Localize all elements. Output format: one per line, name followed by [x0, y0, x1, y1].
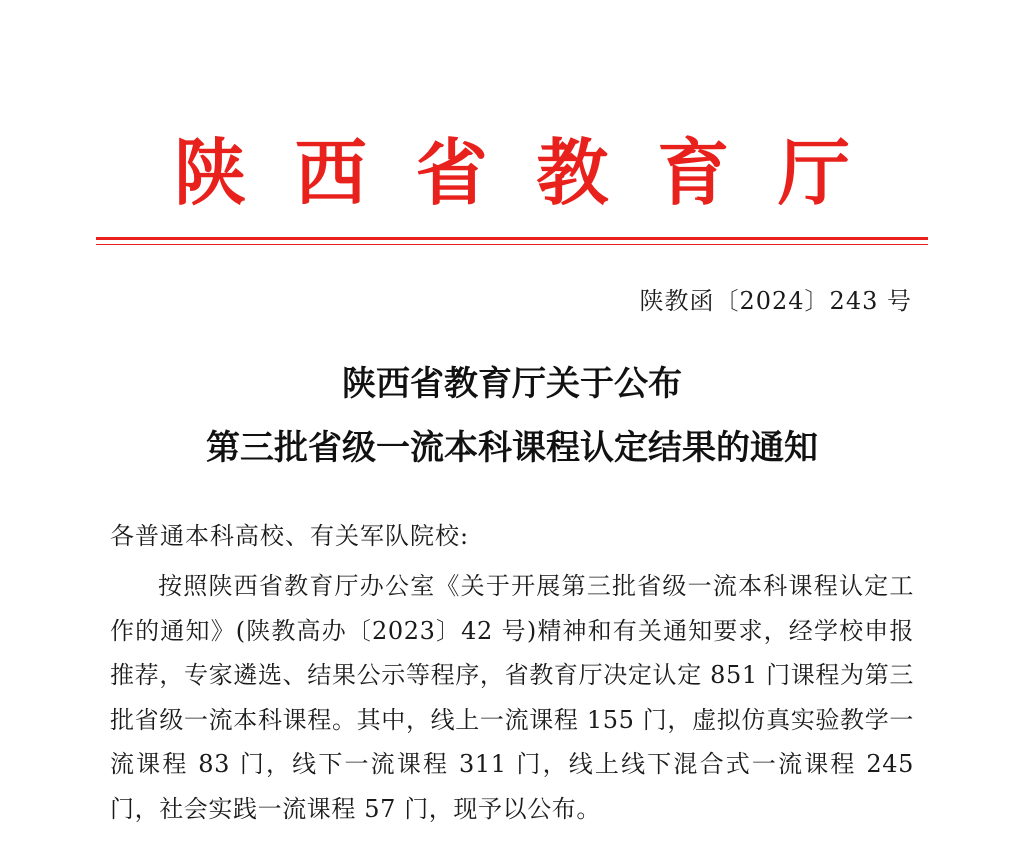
body-paragraph: 按照陕西省教育厅办公室《关于开展第三批省级一流本科课程认定工作的通知》(陕教高办〔2023〕42 号)精神和有关通知要求，经学校申报推荐，专家遴选、结果公示等程序，省教育厅决定认定 851 门课程为第三批省级一流本科课程。其中，线上一流课程 155 门，虚拟仿真实验教学一流课程 83 门，线下一流课程 311 门，线上线下混合式一流课程 245 门，社会实践一流课程 57 门，现予以公布。	[110, 572, 914, 823]
addressee: 各普通本科高校、有关军队院校:	[110, 522, 470, 550]
header-char: 厅	[777, 130, 850, 215]
document-number: 陕教函〔2024〕243 号	[639, 287, 912, 315]
header-red-rule-thick	[96, 237, 928, 240]
header-char: 西	[294, 130, 367, 215]
document-title-line-2: 第三批省级一流本科课程认定结果的通知	[206, 428, 818, 468]
header-char: 育	[657, 130, 730, 215]
document-title-line-1: 陕西省教育厅关于公布	[342, 364, 682, 404]
header-char: 陕	[174, 130, 247, 215]
issuing-authority-header	[96, 128, 928, 218]
header-red-rule-thin	[96, 244, 928, 245]
header-char: 省	[415, 130, 488, 215]
header-char: 教	[536, 130, 609, 215]
